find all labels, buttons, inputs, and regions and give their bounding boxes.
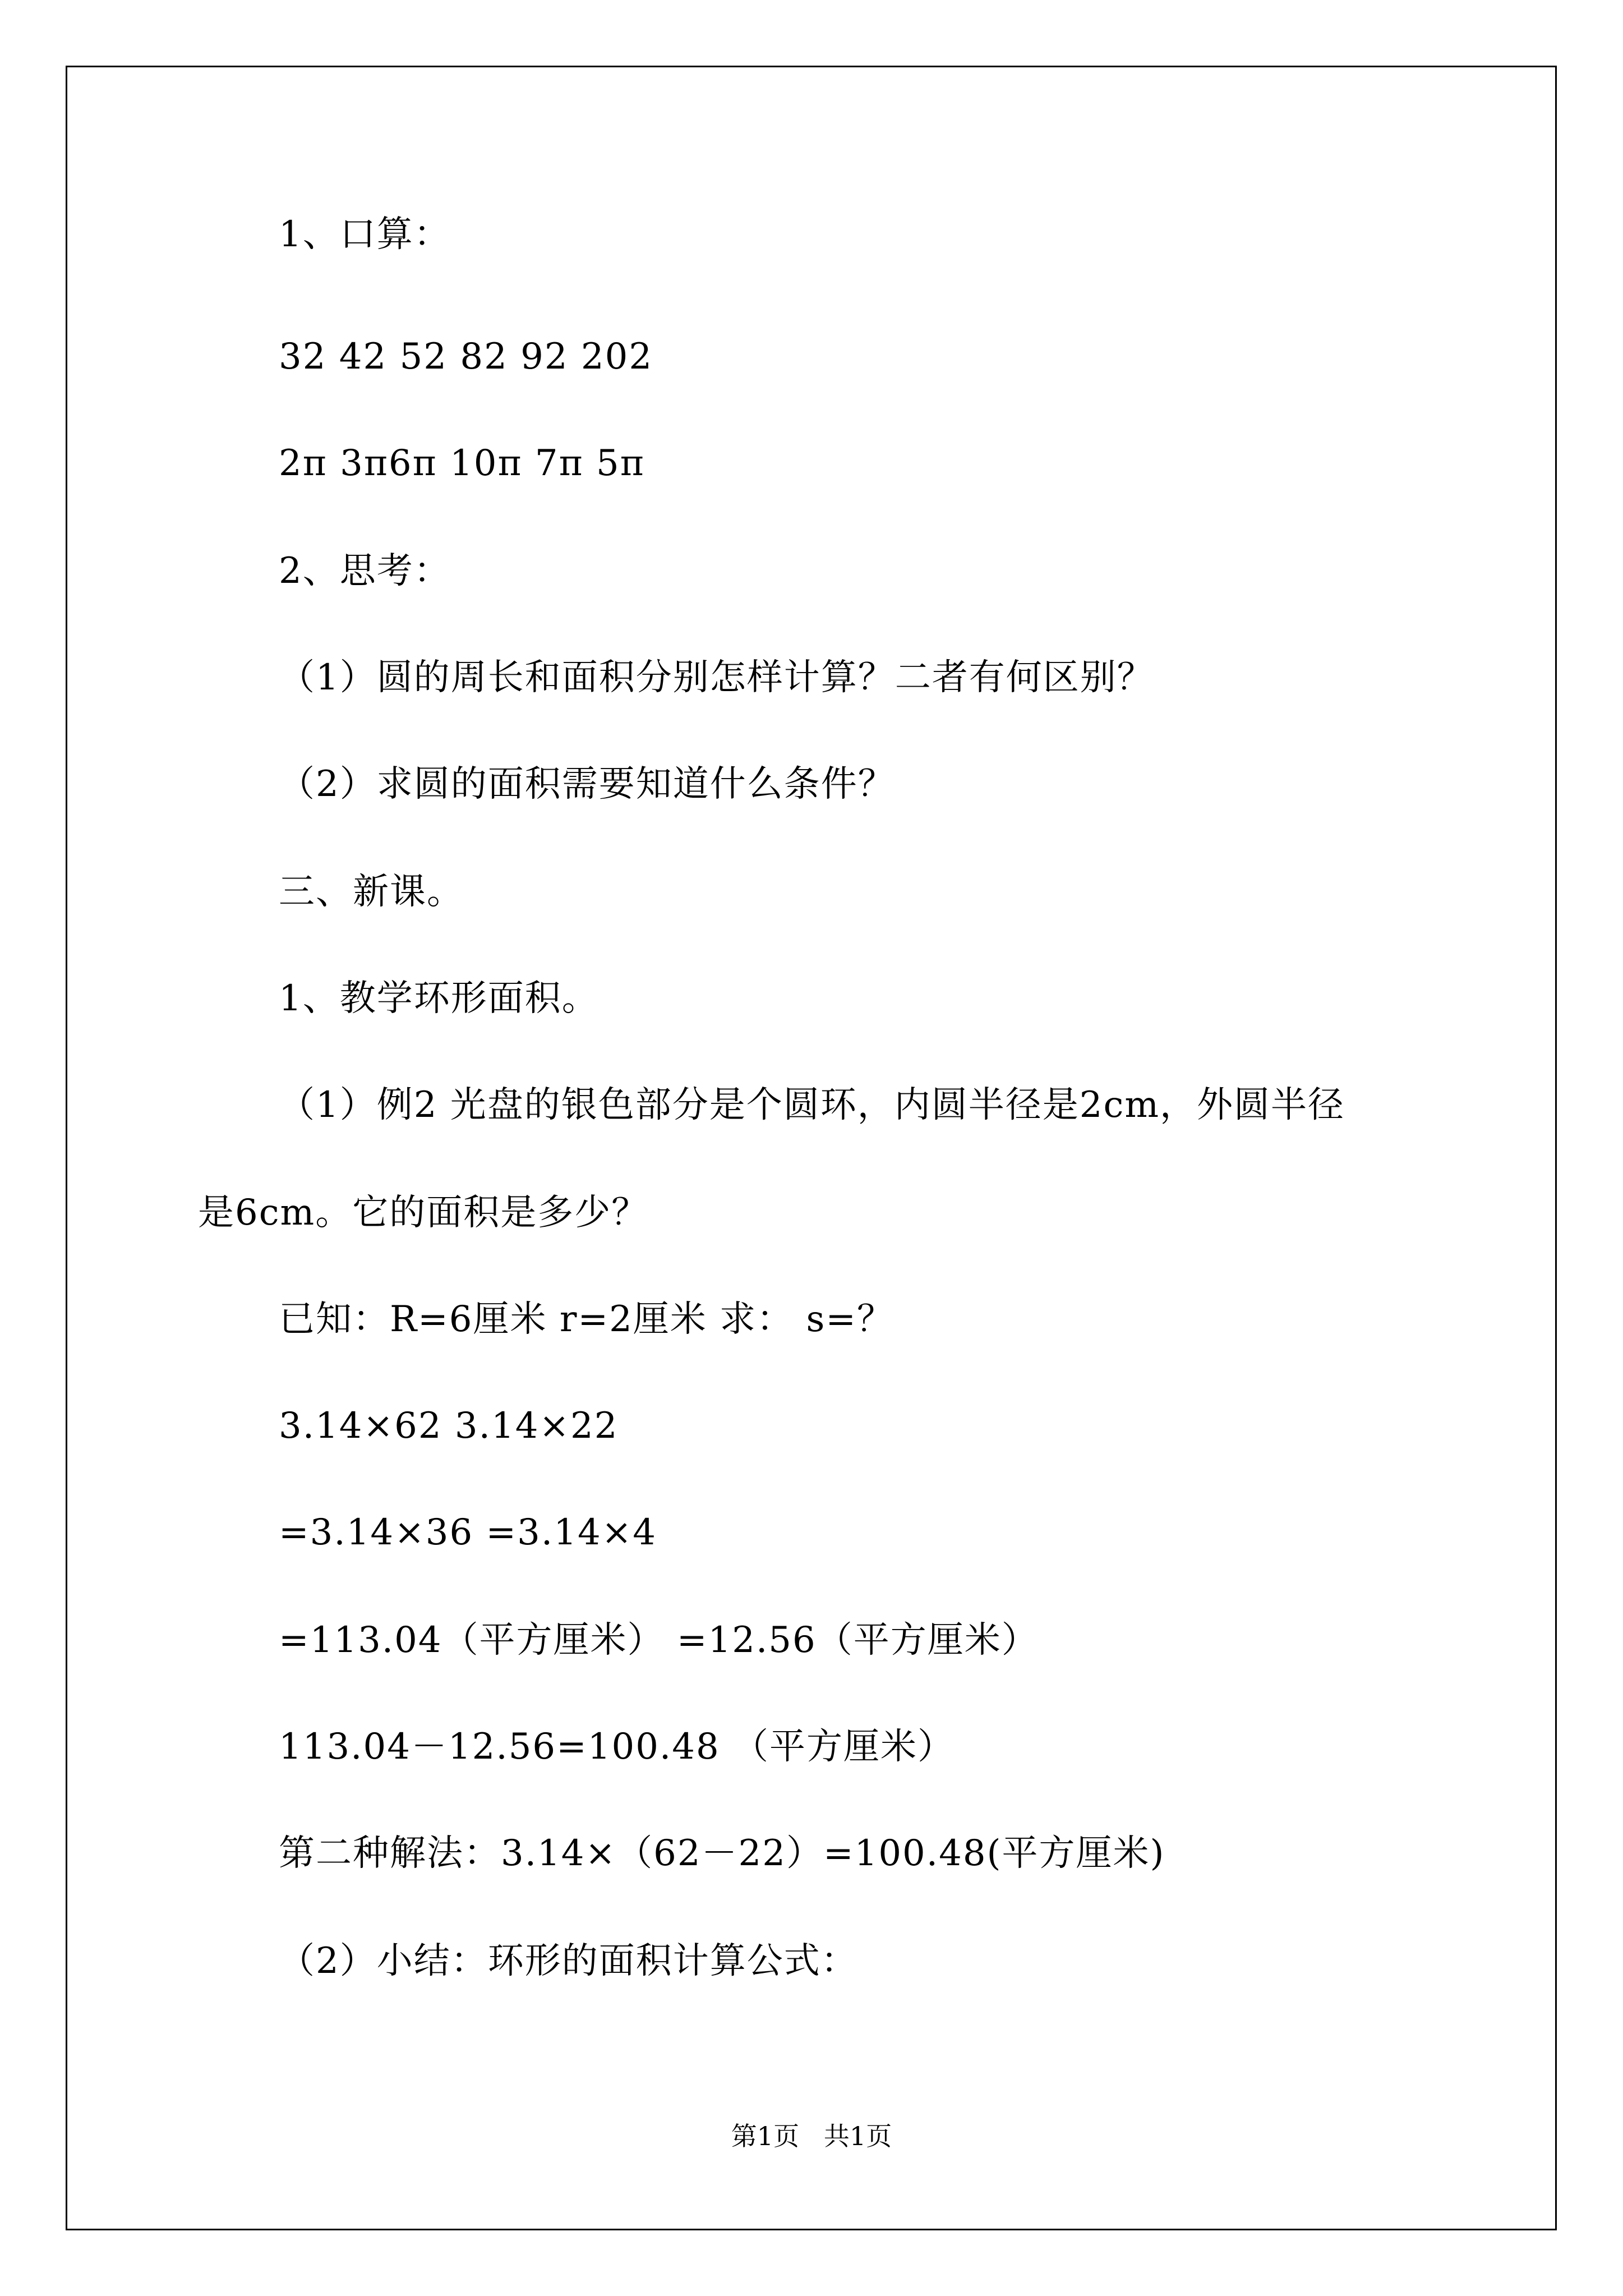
calculation-line: 113.04－12.56=100.48 （平方厘米） bbox=[279, 1726, 955, 1768]
example-text: （1）例2 光盘的银色部分是个圆环，内圆半径是2cm，外圆半径 bbox=[279, 1084, 1345, 1126]
question-2: （2）求圆的面积需要知道什么条件？ bbox=[279, 763, 895, 805]
heading-ring-area: 1、教学环形面积。 bbox=[279, 978, 599, 1019]
heading-think: 2、思考： bbox=[279, 550, 451, 592]
second-method: 第二种解法：3.14×（62－22）=100.48(平方厘米) bbox=[279, 1833, 1165, 1874]
page-border bbox=[66, 66, 1557, 2230]
summary-line: （2）小结：环形的面积计算公式： bbox=[279, 1940, 858, 1982]
question-1: （1）圆的周长和面积分别怎样计算？二者有何区别？ bbox=[279, 657, 1154, 698]
example-text-continued: 是6cm。它的面积是多少？ bbox=[198, 1192, 649, 1234]
page-footer: 第1页 共1页 bbox=[731, 2121, 892, 2151]
calculation-line: 3.14×62 3.14×22 bbox=[279, 1405, 619, 1447]
heading-mental-math: 1、口算： bbox=[279, 214, 451, 255]
text-line: 32 42 52 82 92 202 bbox=[279, 336, 653, 378]
calculation-line: =3.14×36 =3.14×4 bbox=[279, 1512, 657, 1553]
heading-new-lesson: 三、新课。 bbox=[279, 871, 464, 913]
calculation-line: =113.04（平方厘米） =12.56（平方厘米） bbox=[279, 1619, 1039, 1661]
given-conditions: 已知：R=6厘米 r=2厘米 求： s=？ bbox=[279, 1299, 894, 1340]
text-line: 2π 3π6π 10π 7π 5π bbox=[279, 443, 645, 484]
